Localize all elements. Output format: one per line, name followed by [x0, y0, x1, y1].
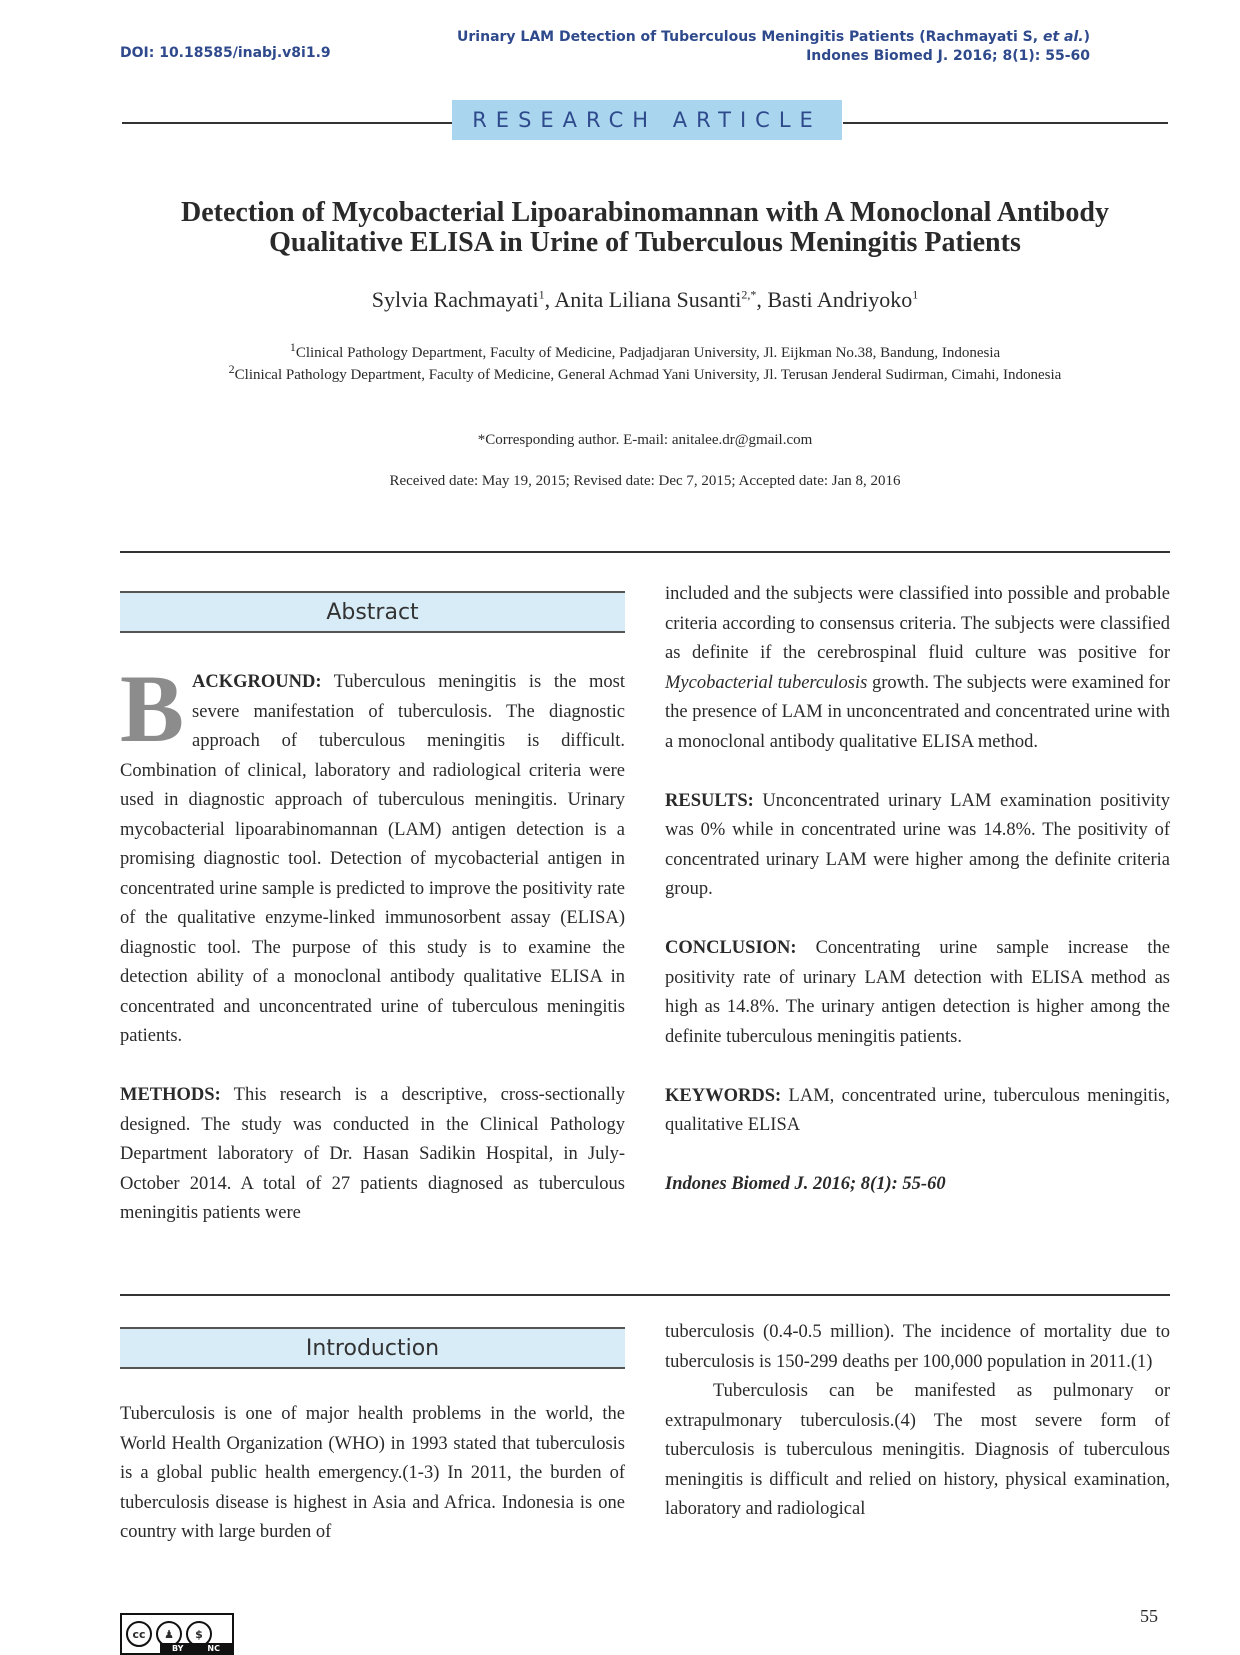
introduction-heading: Introduction [120, 1327, 625, 1369]
author-name: , Anita Liliana Susanti [544, 287, 742, 312]
abstract-right-column [665, 580, 1170, 1200]
abstract-heading: Abstract [120, 591, 625, 633]
journal-reference: Indones Biomed J. 2016; 8(1): 55-60 [806, 48, 1090, 64]
introduction-left-column [120, 1400, 625, 1548]
affiliation-1: $^1$Clinical Pathology Department, Faculty of Medicine, Padjadjaran University, Jl. Eijkman No.38, Bandung, Indonesia [289, 340, 1001, 361]
section-divider [120, 1294, 1170, 1296]
author-sup: 1 [912, 287, 919, 302]
abstract-methods-continued: included and the subjects were classified into possible and probable criteria according to consensus criteria. The subjects were classified as definite if the cerebrospinal fluid culture was positive for Mycobacterial tuberculosis growth. The subjects were examined for the presence of LAM in unconcentrated and concentrated urine with a monoclonal antibody qualitative ELISA method. [665, 584, 1170, 752]
author-list [120, 287, 1170, 313]
abstract-background: BACKGROUND: Tuberculous meningitis is the most severe manifestation of tuberculosis. The diagnostic approach of tuberculous meningitis is difficult. Combination of clinical, laboratory and radiological criteria were used in diagnostic approach of tuberculous meningitis. Urinary mycobacterial lipoarabinomannan (LAM) antigen detection is a promising diagnostic tool. Detection of mycobacterial antigen in concentrated urine sample is predicted to improve the positivity rate of the qualitative enzyme-linked immunosorbent assay (ELISA) diagnostic tool. The purpose of this study is to examine the detection ability of a monoclonal antibody qualitative ELISA in concentrated and unconcentrated urine of tuberculous meningitis patients. [120, 655, 625, 1046]
title-line-2: Qualitative ELISA in Urine of Tuberculous Meningitis Patients [269, 227, 1021, 258]
author-name: Sylvia Rachmayati [371, 287, 539, 312]
article-type-banner: RESEARCH ARTICLE [452, 100, 842, 140]
abstract-left-column [120, 655, 625, 1229]
abstract-methods: METHODS: This research is a descriptive, cross-sectionally designed. The study was conducted in the Clinical Pathology Department laboratory of Dr. Hasan Sadikin Hospital, in July-October 2014. A total of 27 patients diagnosed as tuberculous meningitis patients were [120, 1085, 625, 1223]
introduction-right-column [665, 1318, 1170, 1525]
banner-rule-left [122, 122, 452, 124]
abstract-conclusion: CONCLUSION: Concentrating urine sample increase the positivity rate of urinary LAM detection with ELISA method as high as 14.8%. The urinary antigen detection is higher among the definite tuberculous meningitis patients. [665, 938, 1170, 1047]
introduction-paragraph: Tuberculosis can be manifested as pulmonary or extrapulmonary tuberculosis.(4) The most severe form of tuberculosis is tuberculous meningitis. Diagnosis of tuberculous meningitis is difficult and relied on history, physical examination, laboratory and radiological [665, 1381, 1170, 1519]
running-header [457, 28, 1090, 66]
cc-license-badge [120, 1613, 234, 1655]
article-dates: Received date: May 19, 2015; Revised date: Dec 7, 2015; Accepted date: Jan 8, 2016 [389, 473, 901, 489]
drop-cap: B [120, 655, 185, 762]
page-number: 55 [1140, 1606, 1158, 1626]
section-divider [120, 551, 1170, 553]
license-label: BY NC [160, 1643, 232, 1653]
citation: Indones Biomed J. 2016; 8(1): 55-60 [665, 1174, 946, 1194]
introduction-paragraph: Tuberculosis is one of major health problems in the world, the World Health Organization (WHO) in 1993 stated that tuberculosis is a global public health emergency.(1-3) In 2011, the burden of tuberculosis disease is highest in Asia and Africa. Indonesia is one country with large burden of [120, 1404, 625, 1542]
title-line-1: Detection of Mycobacterial Lipoarabinomannan with A Monoclonal Antibody [181, 197, 1109, 228]
abstract-results: RESULTS: Unconcentrated urinary LAM examination positivity was 0% while in concentrated urine was 14.8%. The positivity of concentrated urinary LAM were higher among the definite criteria group. [665, 790, 1170, 899]
author-name: , Basti Andriyoko [756, 287, 913, 312]
corresponding-author: *Corresponding author. E-mail: anitalee.dr@gmail.com [477, 432, 813, 448]
noncommercial-icon: $ [186, 1621, 212, 1647]
abstract-keywords: KEYWORDS: LAM, concentrated urine, tuberculous meningitis, qualitative ELISA [665, 1085, 1170, 1135]
doi: DOI: 10.18585/inabj.v8i1.9 [120, 45, 331, 61]
banner-rule-right [843, 122, 1168, 124]
person-icon: ♟ [156, 1621, 182, 1647]
affiliation-2: $^2$Clinical Pathology Department, Faculty of Medicine, General Achmad Yani University, Jl. Terusan Jenderal Sudirman, Cimahi, Indonesia [228, 362, 1062, 383]
author-sup: 1 [538, 287, 545, 302]
author-sup: 2,* [741, 287, 757, 302]
running-title: Urinary LAM Detection of Tuberculous Meningitis Patients (Rachmayati S, et al.) [457, 29, 1090, 45]
article-title [120, 198, 1170, 258]
introduction-paragraph: tuberculosis (0.4-0.5 million). The incidence of mortality due to tuberculosis is 150-299 deaths per 100,000 population in 2011.(1) [665, 1322, 1170, 1372]
cc-icon: cc [126, 1621, 152, 1647]
